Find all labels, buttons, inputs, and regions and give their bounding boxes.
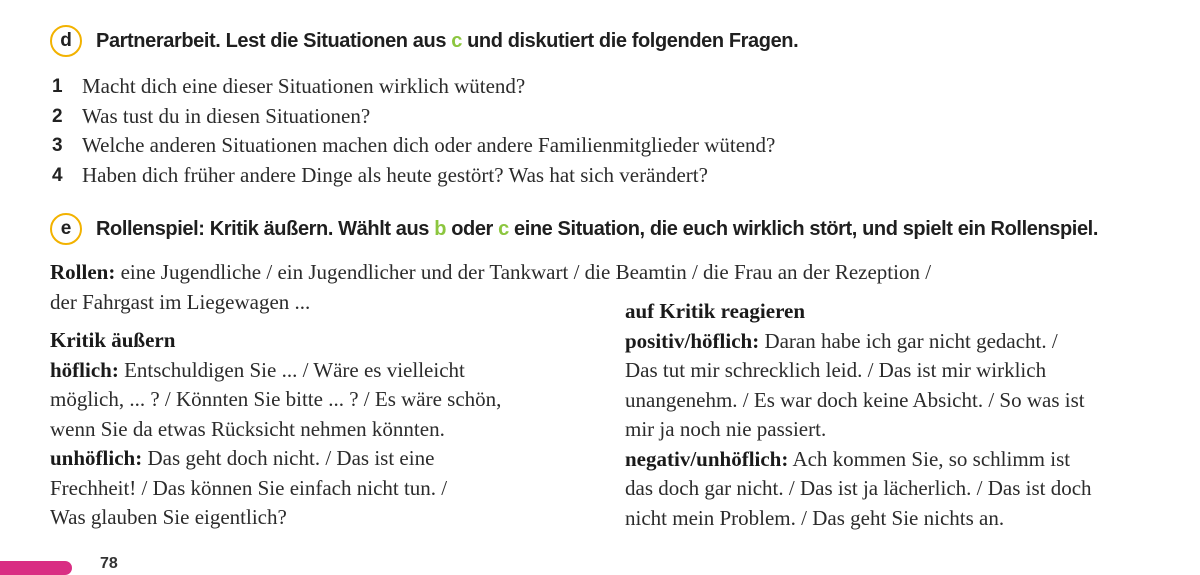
task-d-title [96, 30, 798, 53]
reference-letter-c: c [451, 29, 462, 52]
section-title: auf Kritik reagieren [625, 299, 806, 323]
roles-line [50, 258, 931, 288]
positive-label: positiv/höflich: [625, 328, 760, 353]
question-text: Was tust du in diesen Situationen? [82, 103, 371, 128]
roles-text: eine Jugendliche / ein Jugendlicher und der Tankwart / die Beamtin / die Frau an der Rezeption / [115, 260, 932, 284]
phrase-line: wenn Sie da etwas Rücksicht nehmen könnten. [50, 416, 445, 441]
task-e-title-part1: Rollenspiel: Kritik äußern. Wählt aus [96, 217, 435, 240]
phrase-line: das doch gar nicht. / Das ist ja lächerlich. / Das ist doch [625, 476, 1092, 500]
phrase-line: mir ja noch nie passiert. [625, 417, 827, 441]
roles-label: Rollen: [50, 260, 116, 284]
reference-letter-c: c [498, 217, 509, 240]
task-d-title-part2: und diskutiert die folgenden Fragen. [461, 29, 799, 52]
react-section [625, 297, 1092, 533]
phrase-line [50, 444, 501, 474]
question-list [52, 72, 775, 190]
phrase-text: Das geht doch nicht. / Das ist eine [142, 446, 435, 470]
task-e-heading [50, 213, 1098, 245]
phrase-text: Entschuldigen Sie ... / Wäre es vielleicht [118, 357, 465, 382]
question-item [52, 72, 775, 102]
task-letter-badge: d [50, 25, 82, 57]
task-e-title-part3: eine Situation, die euch wirklich stört, und spielt ein Rollenspiel. [508, 217, 1098, 240]
question-text: Welche anderen Situationen machen dich oder andere Familienmitglieder wütend? [82, 133, 776, 157]
negative-label: negativ/unhöflich: [625, 446, 789, 471]
footer-chapter-tab [0, 561, 72, 575]
section-title: Kritik äußern [50, 328, 176, 352]
question-item [52, 131, 775, 161]
criticize-section [50, 326, 501, 533]
phrase-line: nicht mein Problem. / Das geht Sie nichts an. [625, 505, 1005, 530]
impolite-label: unhöflich: [50, 446, 143, 470]
question-text: Macht dich eine dieser Situationen wirklich wütend? [82, 74, 526, 98]
question-item [52, 161, 775, 191]
question-number: 1 [52, 76, 63, 97]
question-number: 2 [52, 105, 63, 127]
phrase-line: Was glauben Sie eigentlich? [50, 505, 287, 529]
phrase-text: Ach kommen Sie, so schlimm ist [788, 446, 1071, 471]
question-number: 3 [52, 135, 63, 156]
polite-label: höflich: [50, 357, 119, 382]
phrase-line: Das tut mir schrecklich leid. / Das ist mir wirklich [625, 358, 1047, 382]
phrase-line: möglich, ... ? / Könnten Sie bitte ... ? / Es wäre schön, [50, 387, 502, 411]
question-number: 4 [52, 164, 63, 186]
page-number: 78 [100, 555, 118, 572]
question-item [52, 102, 775, 132]
phrase-text: Daran habe ich gar nicht gedacht. / [759, 328, 1058, 353]
task-e-title-part2: oder [446, 217, 499, 240]
task-d-heading [50, 25, 798, 57]
phrase-line [50, 356, 501, 386]
task-d-title-part1: Partnerarbeit. Lest die Situationen aus [96, 29, 452, 52]
phrase-line [625, 327, 1092, 357]
phrase-line: unangenehm. / Es war doch keine Absicht. / So was ist [625, 387, 1085, 412]
task-e-title [96, 218, 1098, 241]
phrase-line [625, 445, 1092, 475]
question-text: Haben dich früher andere Dinge als heute gestört? Was hat sich verändert? [82, 162, 708, 187]
roles-line: der Fahrgast im Liegewagen ... [50, 289, 311, 314]
phrase-line: Frechheit! / Das können Sie einfach nicht tun. / [50, 475, 448, 500]
reference-letter-b: b [434, 217, 447, 240]
task-letter-badge: e [50, 213, 82, 245]
